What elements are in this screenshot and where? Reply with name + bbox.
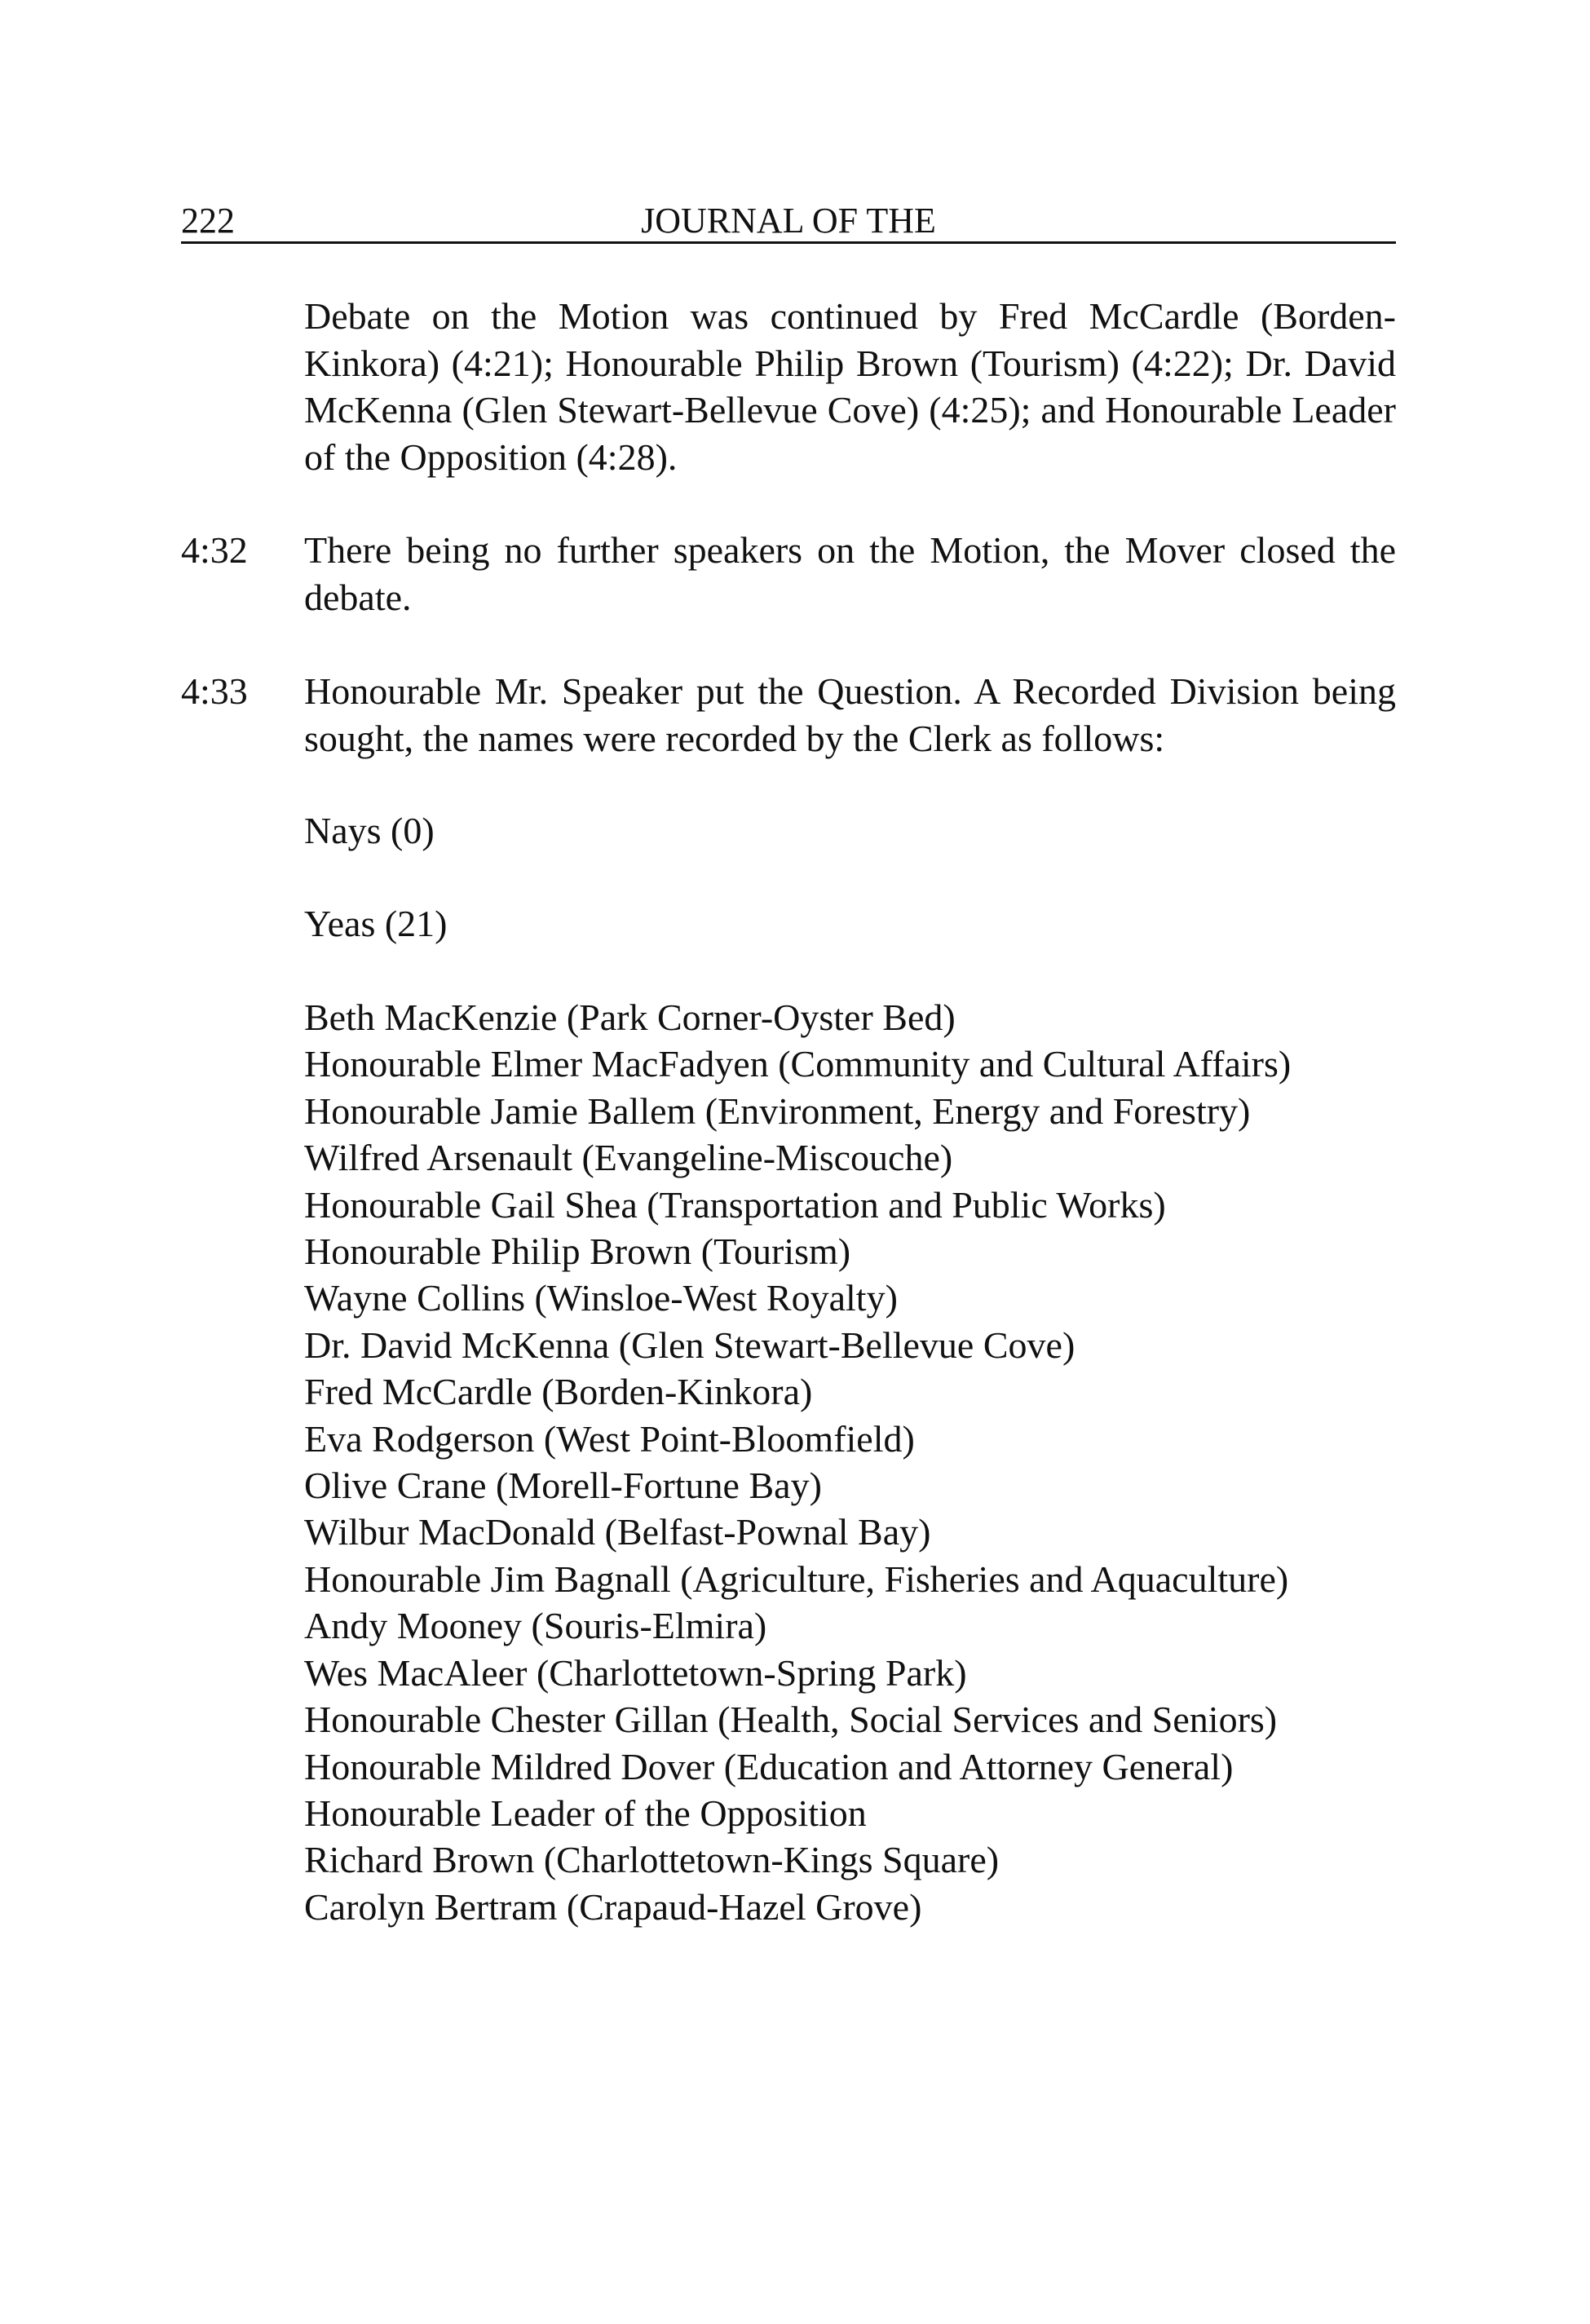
entry-text: There being no further speakers on the Motion, the Mover closed the debate. <box>304 529 1396 618</box>
list-item: Honourable Philip Brown (Tourism) <box>304 1230 851 1273</box>
entry-text: Honourable Mr. Speaker put the Question. A Recorded Division being sought, the names were recorded by the Clerk as follows: <box>304 670 1396 759</box>
running-title: JOURNAL OF THE <box>641 201 936 241</box>
list-item: Honourable Gail Shea (Transportation and Public Works) <box>304 1183 1166 1226</box>
list-item: Wes MacAleer (Charlottetown-Spring Park) <box>304 1651 967 1694</box>
page-header <box>181 201 1396 244</box>
list-item: Andy Mooney (Souris-Elmira) <box>304 1605 767 1647</box>
yeas-heading: Yeas (21) <box>304 903 448 944</box>
yeas-list <box>304 994 1446 1930</box>
list-item: Wayne Collins (Winsloe-West Royalty) <box>304 1277 898 1319</box>
list-item: Richard Brown (Charlottetown-Kings Square) <box>304 1839 1000 1881</box>
list-item: Wilbur MacDonald (Belfast-Pownal Bay) <box>304 1511 931 1553</box>
list-item: Honourable Elmer MacFadyen (Community and Cultural Affairs) <box>304 1043 1292 1085</box>
list-item: Honourable Chester Gillan (Health, Social Services and Seniors) <box>304 1699 1278 1741</box>
nays-heading: Nays (0) <box>304 810 435 851</box>
entry-time: 4:32 <box>181 529 248 571</box>
entry-time: 4:33 <box>181 670 248 712</box>
debate-paragraph: Debate on the Motion was continued by Fred McCardle (Borden-Kinkora) (4:21); Honourable Philip Brown (Tourism) (4:22); Dr. David McKenna (Glen Stewart-Bellevue Cove) (4:25); and Honourable Leader of the Opposition (4:28). <box>304 295 1396 478</box>
list-item: Wilfred Arsenault (Evangeline-Miscouche) <box>304 1137 953 1179</box>
list-item: Honourable Mildred Dover (Education and Attorney General) <box>304 1745 1234 1787</box>
list-item: Honourable Leader of the Opposition <box>304 1792 867 1834</box>
page-number: 222 <box>181 201 235 241</box>
list-item: Fred McCardle (Borden-Kinkora) <box>304 1371 813 1413</box>
list-item: Honourable Jamie Ballem (Environment, Energy and Forestry) <box>304 1089 1251 1132</box>
list-item: Carolyn Bertram (Crapaud-Hazel Grove) <box>304 1885 922 1928</box>
list-item: Eva Rodgerson (West Point-Bloomfield) <box>304 1417 915 1460</box>
list-item: Honourable Jim Bagnall (Agriculture, Fisheries and Aquaculture) <box>304 1557 1289 1600</box>
list-item: Olive Crane (Morell-Fortune Bay) <box>304 1465 822 1507</box>
list-item: Dr. David McKenna (Glen Stewart-Bellevue Cove) <box>304 1323 1075 1366</box>
list-item: Beth MacKenzie (Park Corner-Oyster Bed) <box>304 996 956 1038</box>
